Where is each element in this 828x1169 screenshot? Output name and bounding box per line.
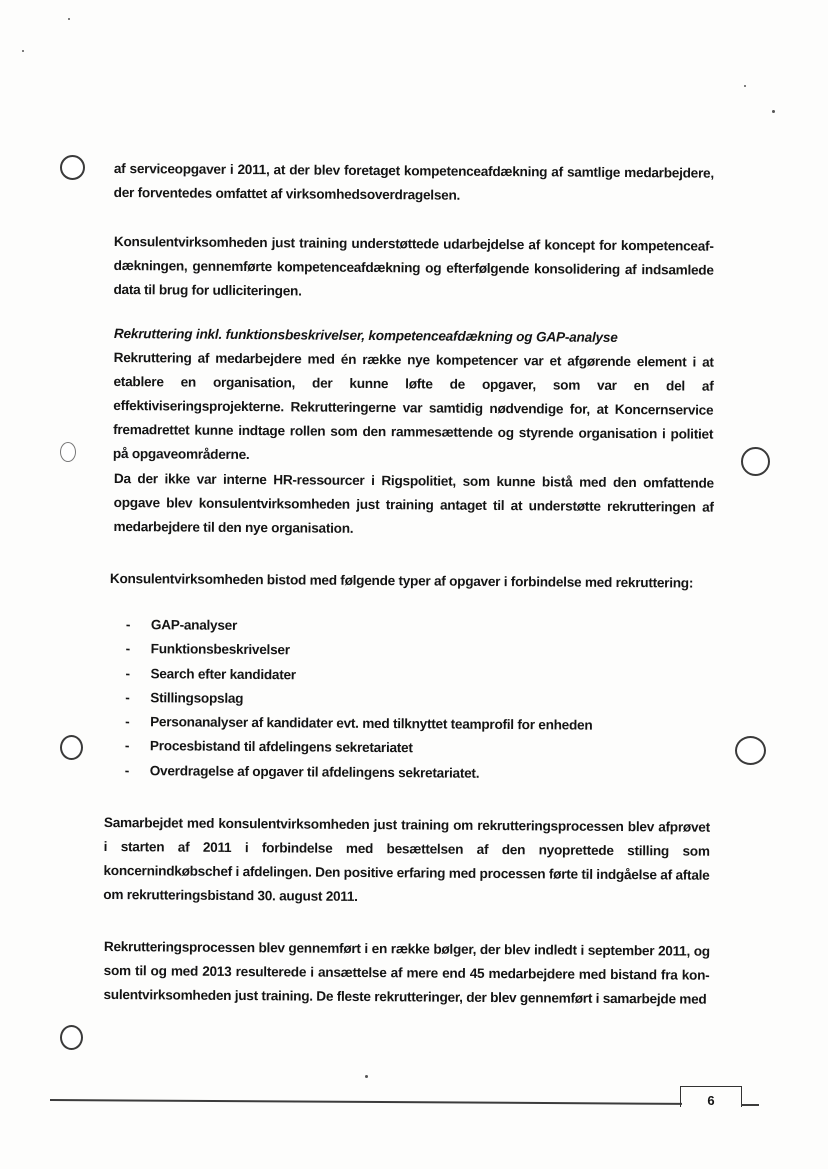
punch-hole-right-1 <box>741 447 770 476</box>
punch-hole-left-2 <box>60 442 76 462</box>
punch-hole-left-4 <box>60 1025 83 1050</box>
scan-speck <box>744 85 746 87</box>
list-bullet: - <box>125 689 130 705</box>
footer-rule <box>50 1099 682 1104</box>
body-paragraph <box>113 467 714 544</box>
footer-rule-right <box>741 1104 759 1106</box>
list-item-text: Overdragelse af opgaver til afdelingens sekretariatet. <box>149 762 480 781</box>
paragraph-text: Rekruttering af medarbejdere med én række nye kompetencer var et afgørende element i at etablere en organisation, der kunne løfte de opgaver, som var en del af effektiviseringsprojekterne. Rekrutteringerne var samtidig nødvendige for, at Koncernservice fremadrettet kunne indtage rollen som den rammesættende og styrende organisation i politiet på opgaveområderne. <box>112 349 714 463</box>
section-heading: Rekruttering inkl. funktionsbeskrivelser, kompetenceafdækning og GAP-analyse <box>113 325 618 345</box>
body-paragraph <box>103 811 710 912</box>
punch-hole-left-3 <box>60 735 83 760</box>
list-bullet: - <box>125 714 130 730</box>
list-bullet: - <box>125 616 131 633</box>
list-item-text: Search efter kandidater <box>150 665 296 682</box>
paragraph-text: Rekrutteringsprocessen blev gennemført i en række bølger, der blev indledt i september 2011, og som til og med 2013 resulterede i ansættelse af mere end 45 medarbejdere med bistand fra konsulentvirksomheden just training. De fleste rekrutteringer, der blev gennemført i samarbejde med <box>103 938 710 1007</box>
list-bullet: - <box>125 641 131 657</box>
list-item-text: Procesbistand til afdelingens sekretariatet <box>149 738 413 756</box>
body-paragraph <box>103 935 710 1012</box>
list-item-text: Stillingsopslag <box>150 690 244 706</box>
paragraph-text: af serviceopgaver i 2011, at der blev foretaget kompetenceafdækning af samtlige medarbejdere, der forventedes omfattet af virksomhedsoverdragelsen. <box>113 160 714 203</box>
page-number: 6 <box>680 1086 742 1107</box>
paragraph-text: Konsulentvirksomheden bistod med følgende typer af opgaver i forbindelse med rekruttering: <box>109 570 694 591</box>
body-paragraph <box>113 230 714 307</box>
list-bullet: - <box>124 762 130 778</box>
list-item <box>125 759 645 787</box>
body-paragraph <box>114 157 714 210</box>
body-paragraph <box>110 567 710 596</box>
list-bullet: - <box>124 738 130 754</box>
list-bullet: - <box>125 665 130 681</box>
scan-speck <box>772 110 775 113</box>
scan-speck <box>365 1075 368 1078</box>
section <box>113 322 714 471</box>
list-item-text: Funktionsbeskrivelser <box>150 641 290 658</box>
paragraph-text: Samarbejdet med konsulentvirksomheden just training om rekrutteringsprocessen blev afprøvet i starten af 2011 i forbindelse med besættelsen af den nyoprettede stilling som koncernindkøbschef i afdelingen. Den positive erfaring med processen førte til indgåelse af aftale om rekrutteringsbistand 30. august 2011. <box>103 814 710 904</box>
punch-hole-left-1 <box>60 155 85 180</box>
punch-hole-right-2 <box>735 736 766 765</box>
paragraph-text: Da der ikke var interne HR-ressourcer i Rigspolitiet, som kunne bistå med den omfattende opgave blev konsulentvirksomheden just training antaget til at understøtte rekrutteringen af medarbejdere til den nye organisation. <box>113 470 714 536</box>
scan-speck <box>68 18 70 20</box>
list-item-text: Personanalyser af kandidater evt. med tilknyttet teamprofil for enheden <box>150 714 593 733</box>
task-list <box>125 613 646 787</box>
list-item-text: GAP-analyser <box>150 617 238 633</box>
scan-speck <box>22 50 24 52</box>
paragraph-text: Konsulentvirksomheden just training understøttede udarbejdelse af koncept for kompetenceafdækningen, gennemførte kompetenceafdækning og efterfølgende konsolidering af indsamlede data til brug for udliciteringen. <box>113 233 714 299</box>
